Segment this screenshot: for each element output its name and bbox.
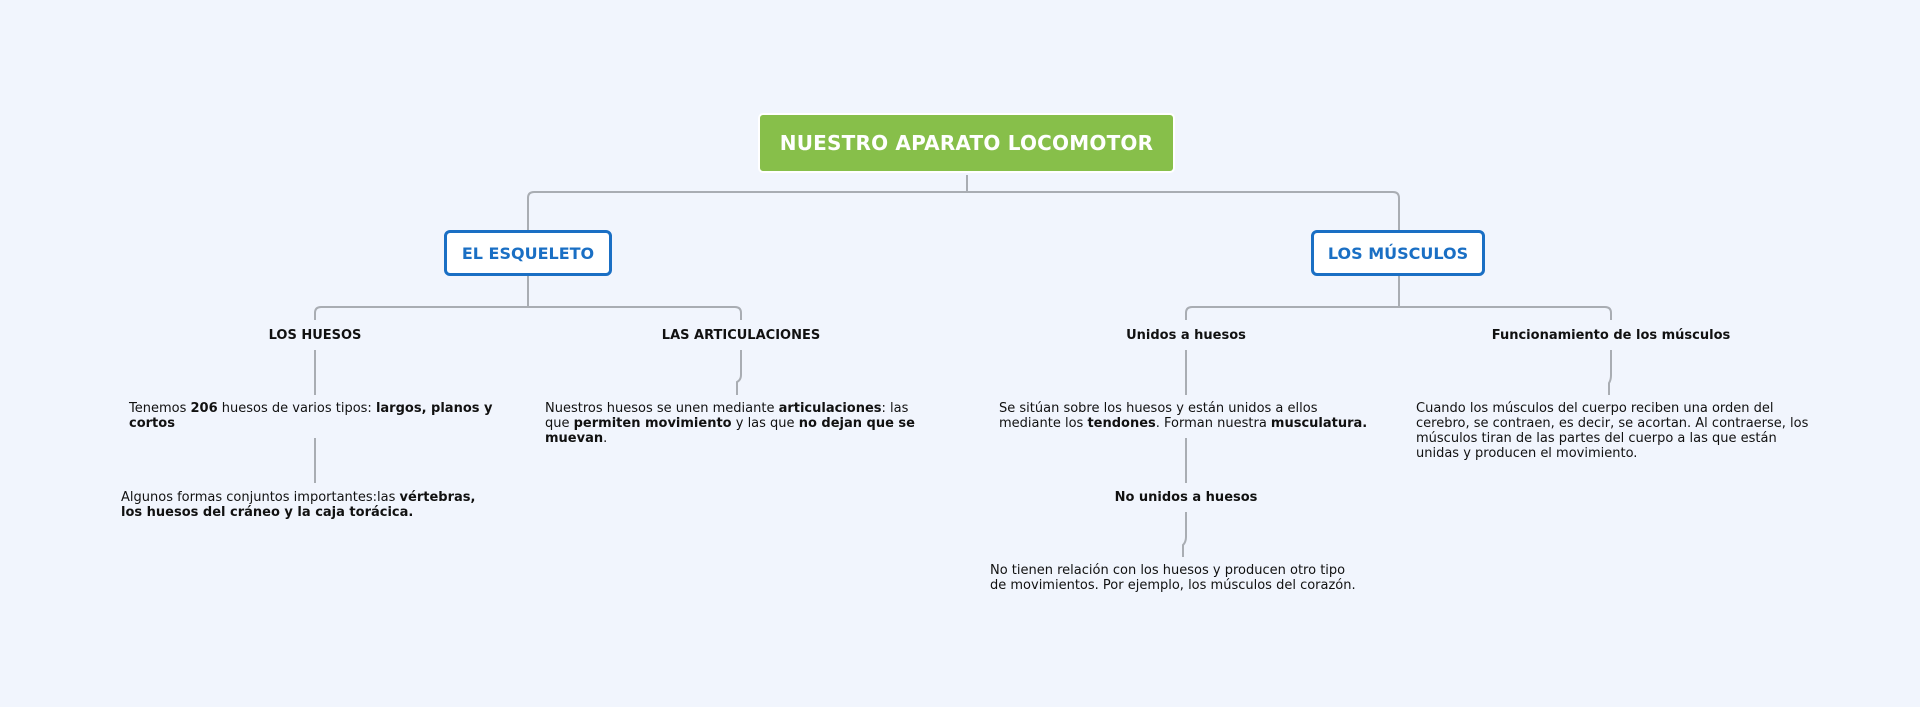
topic-el-esqueleto[interactable]: EL ESQUELETO — [444, 230, 612, 276]
detail-not-attached[interactable] — [990, 563, 1365, 593]
detail-bones-sets[interactable] — [121, 490, 501, 520]
text-run: Nuestros huesos se unen mediante — [545, 401, 779, 416]
text-run: . — [603, 431, 608, 446]
connector-sub-detail — [1183, 512, 1186, 557]
topic-unidos-a-huesos[interactable]: Unidos a huesos — [1126, 328, 1246, 343]
text-run: musculatura. — [1270, 416, 1368, 431]
text-run: Algunos formas conjuntos importantes:las — [121, 490, 400, 505]
detail-function[interactable] — [1416, 401, 1821, 461]
text-run: Se sitúan sobre los huesos y están unidos a ellos mediante los — [999, 401, 1318, 431]
connector-skeleton-bar — [315, 307, 741, 320]
connector-joints-detail — [737, 350, 741, 395]
topic-funcionamiento[interactable]: Funcionamiento de los músculos — [1491, 328, 1731, 343]
text-run: largos, planos y cortos — [129, 401, 493, 431]
connector-muscles-bar — [1186, 307, 1611, 320]
text-run: Tenemos — [129, 401, 191, 416]
text-run: y las que — [731, 416, 799, 431]
text-run: : las que — [545, 401, 909, 431]
text-run: 206 — [190, 401, 218, 416]
detail-attached[interactable] — [999, 401, 1374, 431]
text-run: no dejan que se muevan — [545, 416, 915, 446]
topic-los-huesos[interactable]: LOS HUESOS — [268, 328, 362, 343]
root-topic[interactable]: NUESTRO APARATO LOCOMOTOR — [758, 113, 1175, 173]
text-run: . Forman nuestra — [1155, 416, 1271, 431]
text-run: No tienen relación con los huesos y producen otro tipo de movimientos. Por ejemplo, los músculos del corazón. — [990, 563, 1356, 593]
connector-function-detail — [1609, 350, 1611, 395]
detail-bones-types[interactable] — [129, 401, 499, 431]
text-run: permiten movimiento — [573, 416, 732, 431]
connector-root-bar — [528, 192, 1399, 230]
text-run: articulaciones — [778, 401, 882, 416]
topic-los-musculos[interactable]: LOS MÚSCULOS — [1311, 230, 1485, 276]
text-run: Cuando los músculos del cuerpo reciben una orden del cerebro, se contraen, es decir, se acortan. Al contraerse, los músculos tiran de las partes del cuerpo a las que están unidas y producen el movimiento. — [1416, 401, 1809, 461]
topic-no-unidos-a-huesos[interactable]: No unidos a huesos — [1114, 490, 1258, 505]
text-run: vértebras, los huesos del cráneo y la caja torácica. — [121, 490, 476, 520]
topic-las-articulaciones[interactable]: LAS ARTICULACIONES — [661, 328, 821, 343]
text-run: tendones — [1087, 416, 1156, 431]
text-run: huesos de varios tipos: — [217, 401, 376, 416]
detail-joints[interactable] — [545, 401, 935, 446]
